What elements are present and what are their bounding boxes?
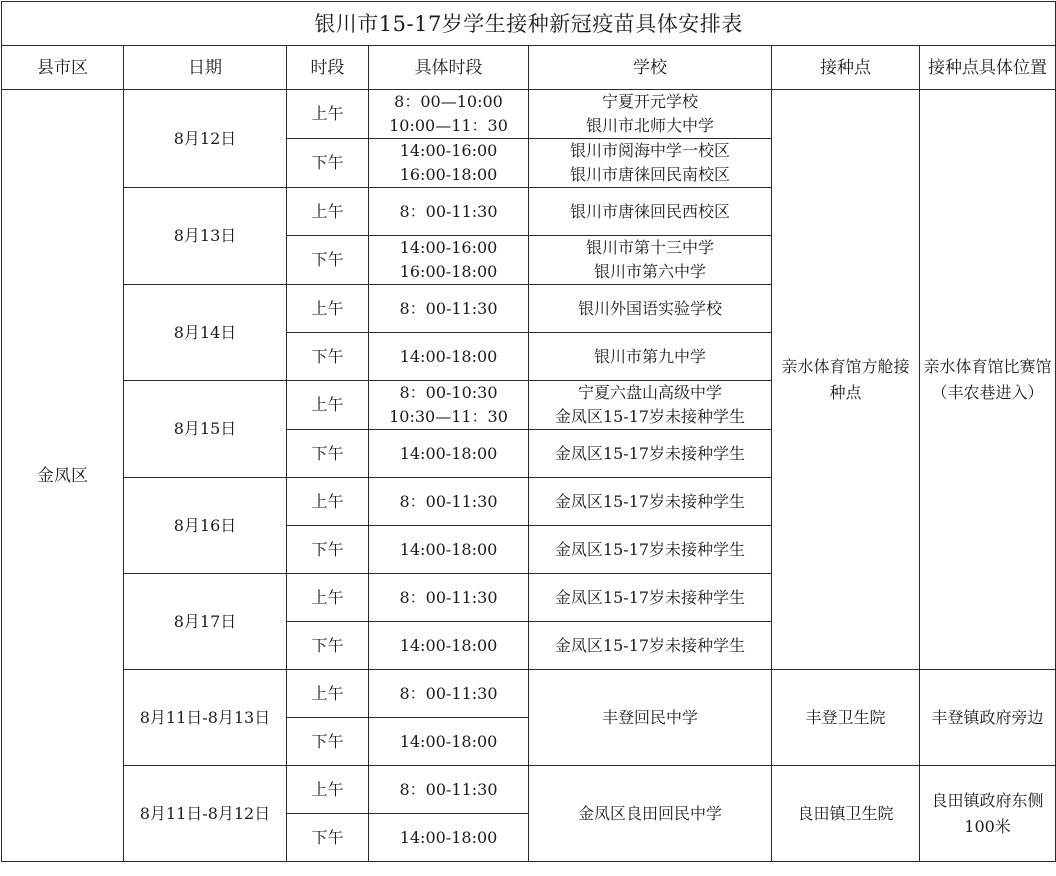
time-slot: 14:00-18:00 xyxy=(399,731,498,751)
site-cell: 良田镇卫生院 xyxy=(772,766,920,862)
time-slot: 14:00-16:00 xyxy=(399,238,498,257)
period-cell: 上午 xyxy=(287,574,369,622)
school-name: 丰登回民中学 xyxy=(601,707,698,727)
time-cell xyxy=(369,526,529,574)
period-cell: 上午 xyxy=(287,285,369,333)
period-cell: 上午 xyxy=(287,478,369,526)
school-cell xyxy=(529,766,772,862)
time-cell xyxy=(369,574,529,622)
school-name: 银川市阅海中学一校区 xyxy=(569,141,730,160)
date-cell: 8月15日 xyxy=(124,381,287,478)
school-name: 银川市第九中学 xyxy=(593,346,706,366)
school-name: 宁夏开元学校 xyxy=(601,92,698,111)
district-cell: 金凤区 xyxy=(2,90,124,862)
date-cell: 8月11日-8月12日 xyxy=(124,766,287,862)
table-title: 银川市15-17岁学生接种新冠疫苗具体安排表 xyxy=(2,2,1056,46)
time-slot: 14:00-18:00 xyxy=(399,539,498,559)
school-name: 银川市唐徕回民南校区 xyxy=(569,165,730,184)
period-cell: 下午 xyxy=(287,139,369,188)
time-slot: 10:00—11：30 xyxy=(389,116,508,135)
time-slot: 16:00-18:00 xyxy=(399,262,498,281)
school-name: 银川市唐徕回民西校区 xyxy=(569,201,730,221)
location-cell: 亲水体育馆比赛馆（丰农巷进入） xyxy=(920,90,1056,670)
table-row xyxy=(2,90,1056,139)
time-slot: 8：00-11:30 xyxy=(399,683,498,703)
time-cell xyxy=(369,236,529,285)
date-cell: 8月12日 xyxy=(124,90,287,188)
school-cell xyxy=(529,622,772,670)
school-cell xyxy=(529,333,772,381)
time-slot: 16:00-18:00 xyxy=(399,165,498,184)
school-name: 金凤区15-17岁未接种学生 xyxy=(554,443,746,463)
school-name: 银川市北师大中学 xyxy=(585,116,714,135)
time-slot: 14:00-18:00 xyxy=(399,346,498,366)
header-district: 县市区 xyxy=(2,46,124,90)
time-cell xyxy=(369,814,529,862)
period-cell: 下午 xyxy=(287,814,369,862)
period-cell: 上午 xyxy=(287,90,369,139)
school-name: 银川市第十三中学 xyxy=(585,238,714,257)
period-cell: 下午 xyxy=(287,718,369,766)
period-cell: 上午 xyxy=(287,670,369,718)
school-cell xyxy=(529,90,772,139)
school-cell xyxy=(529,478,772,526)
time-slot: 8：00-11:30 xyxy=(399,201,498,221)
school-cell xyxy=(529,236,772,285)
school-name: 银川外国语实验学校 xyxy=(577,298,722,318)
time-slot: 8：00—10:00 xyxy=(394,92,503,111)
time-slot: 8：00-11:30 xyxy=(399,587,498,607)
school-cell xyxy=(529,574,772,622)
date-cell: 8月11日-8月13日 xyxy=(124,670,287,766)
schedule-sheet xyxy=(0,1,1056,876)
date-cell: 8月13日 xyxy=(124,188,287,285)
school-cell xyxy=(529,526,772,574)
time-slot: 8：00-11:30 xyxy=(399,491,498,511)
time-cell xyxy=(369,333,529,381)
header-date: 日期 xyxy=(124,46,287,90)
time-slot: 8：00-10:30 xyxy=(399,383,498,402)
time-slot: 14:00-18:00 xyxy=(399,635,498,655)
time-cell xyxy=(369,430,529,478)
school-cell xyxy=(529,670,772,766)
period-cell: 上午 xyxy=(287,188,369,236)
period-cell: 下午 xyxy=(287,236,369,285)
school-cell xyxy=(529,139,772,188)
school-name: 银川市第六中学 xyxy=(593,262,706,281)
time-cell xyxy=(369,139,529,188)
time-cell xyxy=(369,718,529,766)
time-slot: 8：00-11:30 xyxy=(399,779,498,799)
school-name: 金凤区15-17岁未接种学生 xyxy=(554,491,746,511)
period-cell: 下午 xyxy=(287,430,369,478)
header-row xyxy=(2,46,1056,90)
school-cell xyxy=(529,285,772,333)
period-cell: 下午 xyxy=(287,526,369,574)
table-row xyxy=(2,670,1056,718)
time-cell xyxy=(369,766,529,814)
location-cell: 良田镇政府东侧100米 xyxy=(920,766,1056,862)
time-cell xyxy=(369,188,529,236)
time-cell xyxy=(369,285,529,333)
header-school: 学校 xyxy=(529,46,772,90)
schedule-table xyxy=(1,1,1056,862)
time-cell xyxy=(369,622,529,670)
school-cell xyxy=(529,430,772,478)
location-cell: 丰登镇政府旁边 xyxy=(920,670,1056,766)
header-site: 接种点 xyxy=(772,46,920,90)
header-location: 接种点具体位置 xyxy=(920,46,1056,90)
period-cell: 下午 xyxy=(287,622,369,670)
time-cell xyxy=(369,381,529,430)
time-slot: 14:00-18:00 xyxy=(399,443,498,463)
period-cell: 上午 xyxy=(287,766,369,814)
site-cell: 亲水体育馆方舱接种点 xyxy=(772,90,920,670)
time-cell xyxy=(369,90,529,139)
school-name: 金凤区15-17岁未接种学生 xyxy=(554,407,746,426)
time-slot: 10:30—11：30 xyxy=(389,407,508,426)
header-period: 时段 xyxy=(287,46,369,90)
school-name: 金凤区15-17岁未接种学生 xyxy=(554,587,746,607)
time-cell xyxy=(369,670,529,718)
school-name: 宁夏六盘山高级中学 xyxy=(577,383,722,402)
period-cell: 下午 xyxy=(287,333,369,381)
school-name: 金凤区15-17岁未接种学生 xyxy=(554,539,746,559)
header-time: 具体时段 xyxy=(369,46,529,90)
site-cell: 丰登卫生院 xyxy=(772,670,920,766)
time-cell xyxy=(369,478,529,526)
date-cell: 8月16日 xyxy=(124,478,287,574)
date-cell: 8月14日 xyxy=(124,285,287,381)
date-cell: 8月17日 xyxy=(124,574,287,670)
period-cell: 上午 xyxy=(287,381,369,430)
school-cell xyxy=(529,381,772,430)
school-cell xyxy=(529,188,772,236)
school-name: 金凤区良田回民中学 xyxy=(577,803,722,823)
table-row xyxy=(2,766,1056,814)
school-name: 金凤区15-17岁未接种学生 xyxy=(554,635,746,655)
time-slot: 14:00-16:00 xyxy=(399,141,498,160)
time-slot: 8：00-11:30 xyxy=(399,298,498,318)
time-slot: 14:00-18:00 xyxy=(399,827,498,847)
